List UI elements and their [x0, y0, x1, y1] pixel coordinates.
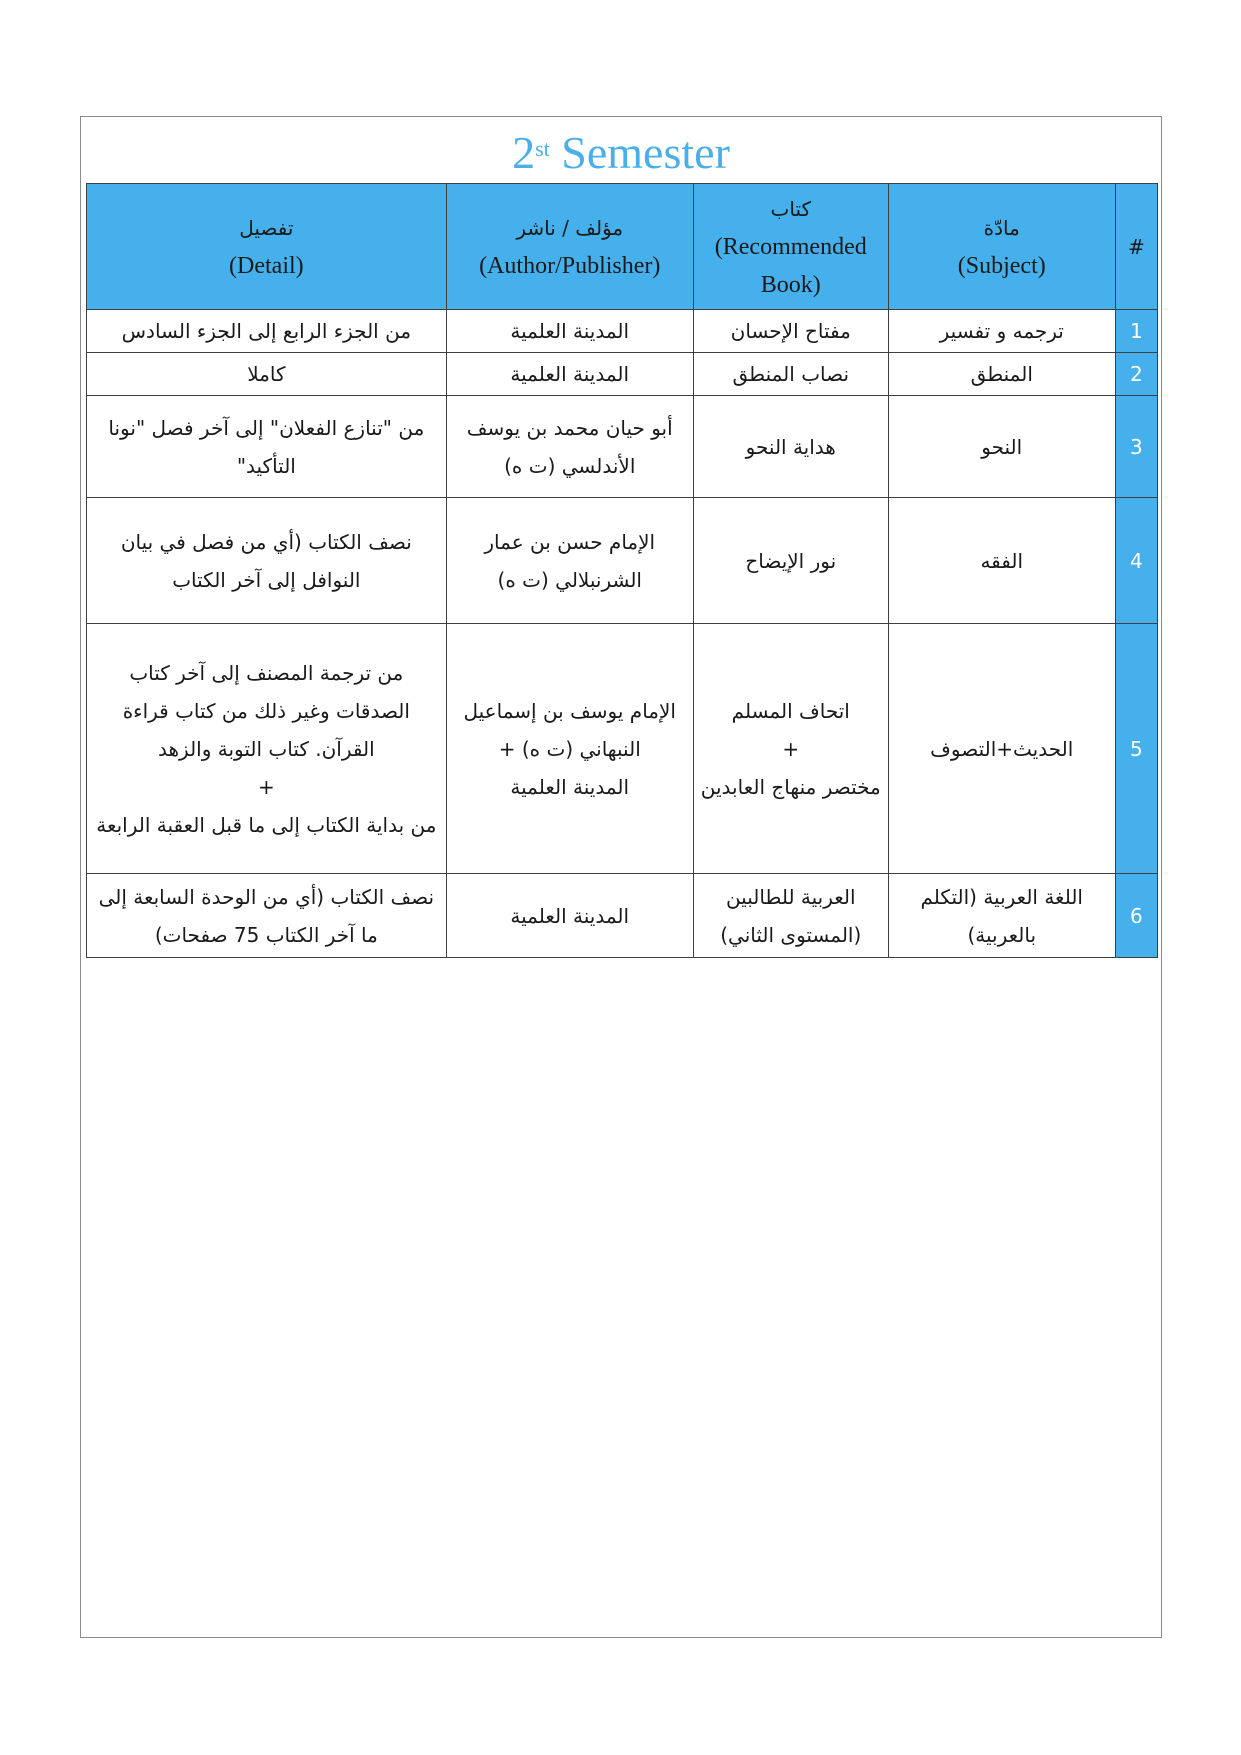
cell-subject: الحديث+التصوف — [888, 624, 1115, 874]
table-row — [87, 874, 1158, 958]
table-row — [87, 498, 1158, 624]
table-row — [87, 396, 1158, 498]
header-detail: تفصيل (Detail) — [87, 184, 447, 310]
cell-number: 2 — [1115, 353, 1157, 396]
cell-author: المدينة العلمية — [446, 874, 693, 958]
cell-detail: من "تنازع الفعلان" إلى آخر فصل "نونا التأكيد" — [87, 396, 447, 498]
cell-book: اتحاف المسلم + مختصر منهاج العابدين — [693, 624, 888, 874]
cell-author: الإمام حسن بن عمار الشرنبلالي (ت ه) — [446, 498, 693, 624]
cell-author: أبو حيان محمد بن يوسف الأندلسي (ت ه) — [446, 396, 693, 498]
cell-detail: من الجزء الرابع إلى الجزء السادس — [87, 310, 447, 353]
cell-number: 3 — [1115, 396, 1157, 498]
cell-book: نصاب المنطق — [693, 353, 888, 396]
header-author: مؤلف / ناشر (Author/Publisher) — [446, 184, 693, 310]
cell-detail: كاملا — [87, 353, 447, 396]
header-subject: مادّة (Subject) — [888, 184, 1115, 310]
cell-detail: نصف الكتاب (أي من الوحدة السابعة إلى ما آخر الكتاب 75 صفحات) — [87, 874, 447, 958]
cell-detail: نصف الكتاب (أي من فصل في بيان النوافل إلى آخر الكتاب — [87, 498, 447, 624]
cell-author: المدينة العلمية — [446, 353, 693, 396]
cell-book: نور الإيضاح — [693, 498, 888, 624]
cell-subject: النحو — [888, 396, 1115, 498]
cell-author: الإمام يوسف بن إسماعيل النبهاني (ت ه) + المدينة العلمية — [446, 624, 693, 874]
cell-author: المدينة العلمية — [446, 310, 693, 353]
cell-subject: الفقه — [888, 498, 1115, 624]
cell-detail: من ترجمة المصنف إلى آخر كتاب الصدقات وغير ذلك من كتاب قراءة القرآن. كتاب التوبة والزهد + من بداية الكتاب إلى ما قبل العقبة الرابعة — [87, 624, 447, 874]
page-frame — [80, 116, 1162, 1638]
cell-number: 1 — [1115, 310, 1157, 353]
cell-subject: المنطق — [888, 353, 1115, 396]
cell-number: 5 — [1115, 624, 1157, 874]
header-number: # — [1115, 184, 1157, 310]
cell-number: 4 — [1115, 498, 1157, 624]
cell-book: العربية للطالبين (المستوى الثاني) — [693, 874, 888, 958]
table-row — [87, 310, 1158, 353]
table-row — [87, 353, 1158, 396]
page-title: 2st Semester — [512, 127, 730, 178]
cell-subject: اللغة العربية (التكلم بالعربية) — [888, 874, 1115, 958]
cell-book: مفتاح الإحسان — [693, 310, 888, 353]
table-row — [87, 624, 1158, 874]
cell-number: 6 — [1115, 874, 1157, 958]
header-book: كتاب (Recommended Book) — [693, 184, 888, 310]
semester-table — [86, 183, 1158, 958]
cell-subject: ترجمه و تفسير — [888, 310, 1115, 353]
table-header-row — [87, 184, 1158, 310]
cell-book: هداية النحو — [693, 396, 888, 498]
